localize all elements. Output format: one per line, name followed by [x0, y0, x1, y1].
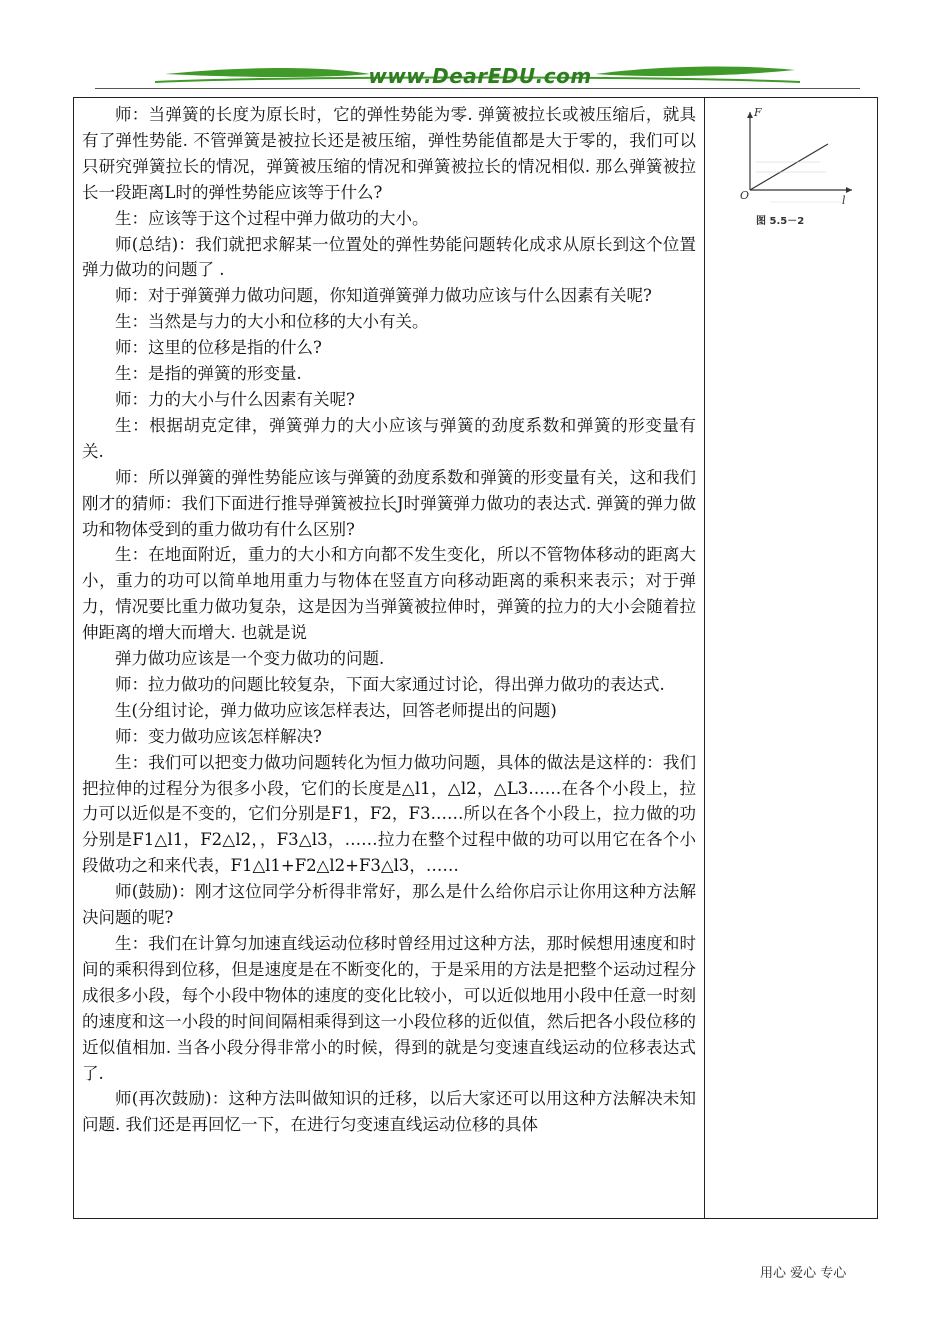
- fl-graph-icon: [730, 102, 858, 212]
- paragraph: 师：这里的位移是指的什么?: [115, 338, 322, 358]
- axis-y-label: F: [754, 106, 762, 119]
- paragraph: 师(鼓励)：刚才这位同学分析得非常好，那么是什么给你启示让你用这种方法解决问题的呢?: [82, 882, 696, 928]
- column-divider: [704, 97, 705, 1219]
- figure-caption: 图 5.5－2: [756, 216, 805, 227]
- footer-text: 用心 爱心 专心: [760, 1266, 847, 1281]
- paragraph: 弹力做功应该是一个变力做功的问题.: [115, 649, 385, 669]
- lesson-text: [82, 102, 696, 1138]
- force-extension-figure: [730, 102, 858, 230]
- paragraph: 生：在地面附近，重力的大小和方向都不发生变化，所以不管物体移动的距离大小，重力的功可以简单地用重力与物体在竖直方向移动距离的乘积来表示；对于弹力，情况要比重力做功复杂，这是因为当弹簧被拉伸时，弹簧的拉力的大小会随着拉伸距离的增大而增大. 也就是说: [82, 545, 696, 643]
- paragraph: 生：我们在计算匀加速直线运动位移时曾经用过这种方法，那时候想用速度和时间的乘积得到位移，但是速度是在不断变化的，于是采用的方法是把整个运动过程分成很多小段，每个小段中物体的速度的变化比较小，可以近似地用小段中任意一时刻的速度和这一小段的时间间隔相乘得到这一小段位移的近似值，然后把各小段位移的近似值相加. 当各小段分得非常小的时候，得到的就是匀变速直线运动的位移表达式了.: [82, 934, 696, 1083]
- paragraph: 生：我们可以把变力做功问题转化为恒力做功问题，具体的做法是这样的：我们把拉伸的过程分为很多小段，它们的长度是△l1，△l2，△L3……在各个小段上，拉力可以近似是不变的，它们分别是F1，F2，F3……所以在各个小段上，拉力做的功分别是F1△l1，F2△l2，，F3△l3，……拉力在整个过程中做的功可以用它在各个小段做功之和来代表，F1△l1+F2△l2+F3△l3，……: [82, 752, 696, 876]
- paragraph: 生(分组讨论，弹力做功应该怎样表达，回答老师提出的问题): [115, 700, 557, 720]
- header-banner: [95, 60, 865, 96]
- header-rule: [95, 88, 860, 89]
- paragraph: 师：当弹簧的长度为原长时，它的弹性势能为零. 弹簧被拉长或被压缩后，就具有了弹性势能. 不管弹簧是被拉长还是被压缩，弹性势能值都是大于零的，我们可以只研究弹簧拉长的情况，弹簧被压缩的情况和弹簧被拉长的情况相似. 那么弹簧被拉长一段距离L时的弹性势能应该等于什么?: [82, 105, 696, 202]
- paragraph: 生：应该等于这个过程中弹力做功的大小。: [115, 208, 429, 228]
- site-logo-text: www.DearEDU.com: [368, 64, 592, 88]
- paragraph: 师(总结)：我们就把求解某一位置处的弹性势能问题转化成求从原长到这个位置弹力做功的问题了 .: [82, 234, 696, 280]
- paragraph: 师：变力做功应该怎样解决?: [115, 726, 322, 746]
- paragraph: 生：当然是与力的大小和位移的大小有关。: [115, 312, 429, 332]
- paragraph: 生：是指的弹簧的形变量.: [115, 364, 302, 384]
- paragraph: 师：对于弹簧弹力做功问题，你知道弹簧弹力做功应该与什么因素有关呢?: [115, 286, 652, 306]
- paragraph: 师(再次鼓励)：这种方法叫做知识的迁移，以后大家还可以用这种方法解决未知问题. 我们还是再回忆一下，在进行匀变速直线运动位移的具体: [82, 1089, 696, 1135]
- paragraph: 师：力的大小与什么因素有关呢?: [115, 389, 355, 409]
- paragraph: 师：拉力做功的问题比较复杂，下面大家通过讨论，得出弹力做功的表达式.: [115, 674, 665, 694]
- axis-x-label: l: [842, 194, 846, 207]
- paragraph: 师：所以弹簧的弹性势能应该与弹簧的劲度系数和弹簧的形变量有关，这和我们刚才的猜师：我们下面进行推导弹簧被拉长J时弹簧弹力做功的表达式. 弹簧的弹力做功和物体受到的重力做功有什么区别?: [82, 467, 696, 539]
- origin-label: O: [740, 189, 750, 202]
- paragraph: 生：根据胡克定律，弹簧弹力的大小应该与弹簧的劲度系数和弹簧的形变量有关.: [82, 415, 696, 461]
